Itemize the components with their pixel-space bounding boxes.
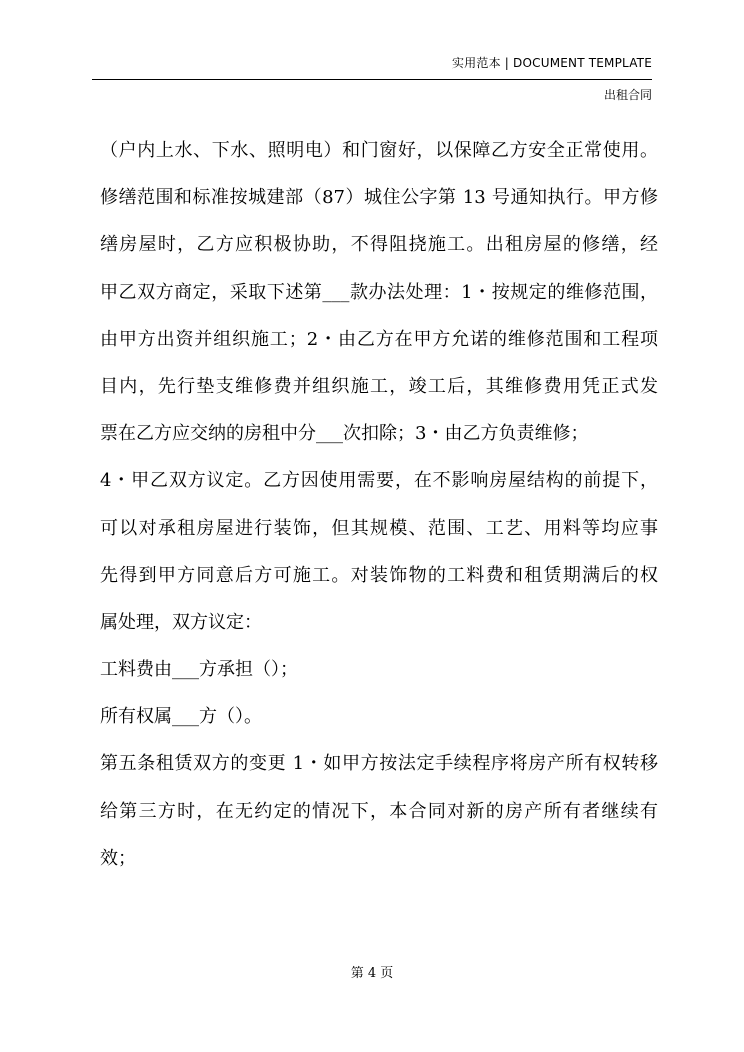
header-title: 实用范本 | DOCUMENT TEMPLATE xyxy=(451,56,652,70)
text-line: （户内上水、下水、照明电）和门窗好，以保障乙方安全正常使用。 xyxy=(100,140,658,161)
text-line: 目内，先行垫支维修费并组织施工，竣工后，其维修费用凭正式发 xyxy=(100,375,658,397)
header-subtitle: 出租合同 xyxy=(603,88,652,102)
text-line: 给第三方时，在无约定的情况下，本合同对新的房产所有者继续有 xyxy=(100,800,658,822)
text-line: 第五条租赁双方的变更 1・如甲方按法定手续程序将房产所有权转移 xyxy=(100,753,658,775)
text-line: 修缮范围和标准按城建部（87）城住公字第 13 号通知执行。甲方修 xyxy=(100,187,658,209)
text-line: 工料费由___方承担（）； xyxy=(100,659,298,681)
document-body xyxy=(100,140,658,895)
page-number: 第 4 页 xyxy=(350,966,394,981)
text-line: 先得到甲方同意后方可施工。对装饰物的工料费和租赁期满后的权 xyxy=(100,564,658,586)
text-line: 所有权属___方（）。 xyxy=(100,706,262,728)
text-line: 效； xyxy=(100,847,136,869)
text-line: 甲乙双方商定，采取下述第___款办法处理：1・按规定的维修范围， xyxy=(100,281,658,303)
text-line: 4・甲乙双方议定。乙方因使用需要，在不影响房屋结构的前提下， xyxy=(100,470,658,492)
text-line: 票在乙方应交纳的房租中分___次扣除；3・由乙方负责维修； xyxy=(100,423,589,445)
text-line: 由甲方出资并组织施工；2・由乙方在甲方允诺的维修范围和工程项 xyxy=(100,328,658,350)
text-line: 属处理，双方议定： xyxy=(100,611,262,633)
header-divider xyxy=(92,79,652,80)
text-line: 缮房屋时，乙方应积极协助，不得阻挠施工。出租房屋的修缮，经 xyxy=(100,234,658,256)
text-line: 可以对承租房屋进行装饰，但其规模、范围、工艺、用料等均应事 xyxy=(100,517,658,539)
